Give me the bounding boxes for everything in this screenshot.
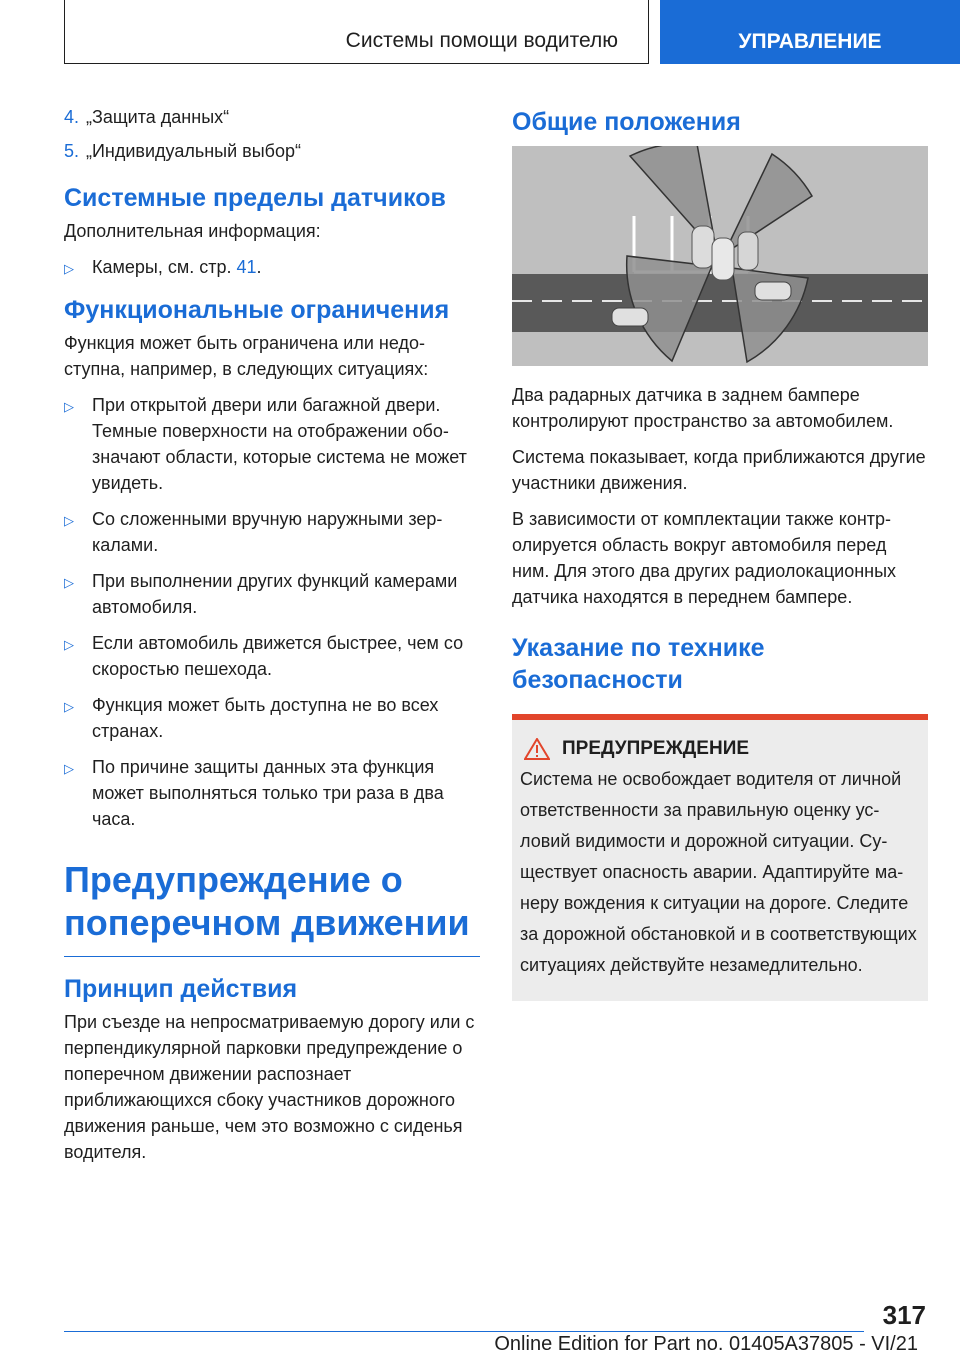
list-item-text: Со сложенными вручную наружными зеркалами. [92, 509, 443, 555]
list-item-text: При открытой двери или багажной двери. Темные поверхности на отображении обозначают области, которые система не может увидеть. [92, 395, 467, 493]
camera-ref-text: Камеры, см. стр. [92, 257, 237, 277]
warning-title-row [520, 738, 920, 760]
list-item [64, 692, 480, 744]
page-link[interactable]: 41 [236, 257, 257, 277]
list-item [64, 754, 480, 832]
list-item [64, 506, 480, 558]
triangle-bullet-icon: ▷ [64, 399, 74, 414]
triangle-bullet-icon: ▷ [64, 261, 74, 276]
list-item-text: По причине защиты данных эта функция может выполняться только три раза в два часа. [92, 757, 444, 829]
footer-divider [64, 1331, 864, 1332]
heading-principle: Принцип действия [64, 975, 298, 1003]
header-chapter-tab[interactable]: УПРАВЛЕНИЕ [660, 0, 960, 64]
list-item [64, 568, 480, 620]
general-paragraph-2: Система показывает, когда приближаются другие участники движения. [512, 447, 926, 493]
heading-safety: Указание по технике безопасности [512, 634, 765, 694]
list-item [64, 392, 480, 496]
triangle-bullet-icon: ▷ [64, 575, 74, 590]
triangle-bullet-icon: ▷ [64, 513, 74, 528]
right-column [512, 100, 928, 1001]
camera-ref-end: . [256, 257, 262, 277]
general-paragraph-3: В зависимости от комплектации также контролируется область вокруг автомобиля перед ним. Для этого два других радиолокационных датчика находятся в переднем бампере. [512, 509, 897, 607]
item-text: „Индивидуальный выбор“ [86, 141, 301, 161]
footer-edition: Online Edition for Part no. 01405A37805 - VI/21 [494, 1333, 918, 1355]
left-column [64, 100, 480, 1175]
list-item [64, 134, 480, 168]
item-number: 4. [64, 107, 80, 127]
list-item-text: Если автомобиль движется быстрее, чем со скоростью пешехода. [92, 633, 464, 679]
triangle-bullet-icon: ▷ [64, 637, 74, 652]
heading-general: Общие положения [512, 108, 741, 136]
header-section-box [64, 0, 649, 64]
triangle-bullet-icon: ▷ [64, 761, 74, 776]
warning-triangle-icon [524, 738, 550, 760]
item-text: „Защита данных“ [86, 107, 230, 127]
header-section-title: Системы помощи водителю [345, 29, 618, 52]
list-item-text: При выполнении других функций камерами автомобиля. [92, 571, 458, 617]
page-number: 317 [882, 1300, 926, 1330]
warning-box [512, 714, 928, 1001]
func-intro: Функция может быть ограничена или недоступна, например, в следующих ситуациях: [64, 333, 429, 379]
general-paragraph-1: Два радарных датчика в заднем бампере контролируют пространство за автомобилем. [512, 385, 894, 431]
radar-sensors-illustration [512, 146, 928, 366]
warning-title: ПРЕДУПРЕЖДЕНИЕ [562, 738, 750, 759]
principle-text: При съезде на непросматриваемую дорогу или с перпендикулярной парковки предупреждение о поперечном движении распознает приближающихся сбоку участников дорожного движения раньше, чем это возможно с сиденья водителя. [64, 1012, 475, 1162]
triangle-bullet-icon: ▷ [64, 699, 74, 714]
heading-sensor-limits: Системные пределы датчиков [64, 184, 446, 212]
list-item [64, 254, 480, 280]
item-number: 5. [64, 141, 80, 161]
warning-text: Система не освобождает водителя от личной ответственности за правильную оценку условий видимости и дорожной ситуации. Существует опасность аварии. Адаптируйте манеру вождения к ситуации на дороге. Следите за дорожной обстановкой и в соответствующих ситуациях действуйте незамедлительно. [520, 769, 917, 975]
func-limits-list [64, 392, 480, 832]
heading-func-limits: Функциональные ограничения [64, 296, 450, 324]
list-item [64, 630, 480, 682]
list-item-text: Функция может быть доступна не во всех странах. [92, 695, 439, 741]
list-item [64, 100, 480, 134]
heading-cross-traffic: Предупреждение о поперечном движении [64, 858, 480, 957]
more-info-label: Дополнительная информация: [64, 221, 321, 241]
